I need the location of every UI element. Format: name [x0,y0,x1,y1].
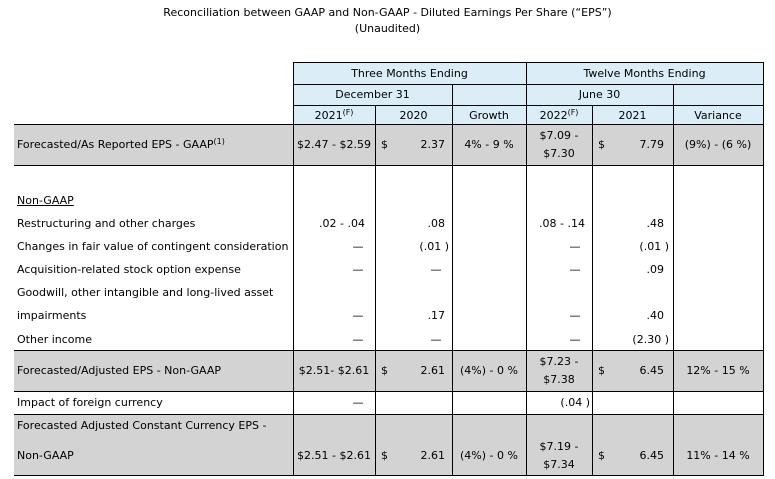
adjusted-dollar-2020: $ [381,364,388,377]
june-30-heading: June 30 [578,88,621,101]
restructuring-2020: .08 [427,217,445,230]
col-variance-header: Variance [694,109,742,122]
adjusted-2022f-line1: $7.23 - [539,355,579,368]
rule [14,391,763,392]
rule [763,62,764,476]
constant-dollar-2020: $ [381,449,388,462]
rule [14,414,763,415]
contingent-2021: (.01 ) [639,240,669,253]
constant-label-line2: Non-GAAP [17,449,74,462]
rule [14,124,763,125]
constant-2021: 6.45 [639,449,664,462]
reported-variance: (9%) - (6 %) [684,138,752,151]
contingent-label: Changes in fair value of contingent consideration [17,240,289,253]
goodwill-2022f: — [569,309,581,322]
reported-dollar-2020: $ [381,138,388,151]
rule [293,62,763,63]
restructuring-2022f: .08 - .14 [539,217,585,230]
reported-2020: 2.37 [420,138,445,151]
stock-option-label: Acquisition-related stock option expense [17,263,241,276]
constant-2022f-line1: $7.19 - [539,440,579,453]
reported-2021: 7.79 [639,138,664,151]
reported-growth: 4% - 9 % [464,138,514,151]
rule [375,105,376,476]
other-income-label: Other income [17,333,93,346]
col-2020-header: 2020 [399,109,428,122]
col-2022f-header: $2022^{(F)}$ [539,108,579,122]
constant-label-line1: Forecasted Adjusted Constant Currency EPS - [17,419,267,432]
contingent-2021f: — [352,240,364,253]
rule [592,105,593,476]
fx-label: Impact of foreign currency [17,396,163,409]
other-income-2020: — [430,333,442,346]
adjusted-2020: 2.61 [420,364,445,377]
report-title: Reconciliation between GAAP and Non-GAAP - Diluted Earnings Per Share (“EPS”) [163,6,612,19]
adjusted-growth: (4%) - 0 % [460,364,518,377]
other-income-2021: (2.30 ) [632,333,669,346]
stock-option-2020: — [430,263,442,276]
goodwill-2021: .40 [646,309,664,322]
restructuring-2021f: .02 - .04 [319,217,365,230]
three-months-heading: Three Months Ending [351,67,468,80]
rule [526,62,527,476]
col-growth-header: Growth [469,109,509,122]
fx-2021f: — [352,396,364,409]
goodwill-label-line2: impairments [17,309,87,322]
rule [293,84,763,85]
reported-dollar-2021: $ [598,138,605,151]
rule [14,475,763,476]
constant-2022f-line2: $7.34 [543,458,575,471]
december-31-heading: December 31 [335,88,410,101]
goodwill-2021f: — [352,309,364,322]
constant-dollar-2021: $ [598,449,605,462]
constant-growth: (4%) - 0 % [460,449,518,462]
reported-label: Forecasted/As Reported EPS - GAAP$^{(1)}$ [17,137,225,151]
col-2021f-header: $2021^{(F)}$ [314,108,354,122]
goodwill-2020: .17 [427,309,445,322]
constant-2020: 2.61 [420,449,445,462]
adjusted-2021: 6.45 [639,364,664,377]
rule [293,105,763,106]
non-gaap-heading: Non-GAAP [17,194,74,207]
adjusted-2022f-line2: $7.38 [543,373,575,386]
adjusted-2021f: $2.51- $2.61 [298,364,370,377]
other-income-2022f: — [569,333,581,346]
contingent-2022f: — [569,240,581,253]
restructuring-label: Restructuring and other charges [17,217,196,230]
report-subtitle: (Unaudited) [354,22,421,35]
contingent-2020: (.01 ) [419,240,449,253]
rule [14,350,763,351]
adjusted-label: Forecasted/Adjusted EPS - Non-GAAP [17,364,221,377]
other-income-2021f: — [352,333,364,346]
stock-option-2021: .09 [646,263,664,276]
constant-2021f: $2.51 - $2.61 [297,449,371,462]
rule [14,165,763,166]
rule [293,62,294,476]
fx-2022f: (.04 ) [560,396,590,409]
twelve-months-heading: Twelve Months Ending [583,67,706,80]
stock-option-2022f: — [569,263,581,276]
reported-2021f: $2.47 - $2.59 [297,138,371,151]
reported-2022f-line2: $7.30 [543,147,575,160]
restructuring-2021: .48 [646,217,664,230]
stock-option-2021f: — [352,263,364,276]
adjusted-dollar-2021: $ [598,364,605,377]
reported-2022f-line1: $7.09 - [539,129,579,142]
adjusted-variance: 12% - 15 % [686,364,750,377]
constant-variance: 11% - 14 % [686,449,750,462]
col-2021-header: 2021 [618,109,647,122]
goodwill-label-line1: Goodwill, other intangible and long-lived asset [17,286,274,299]
